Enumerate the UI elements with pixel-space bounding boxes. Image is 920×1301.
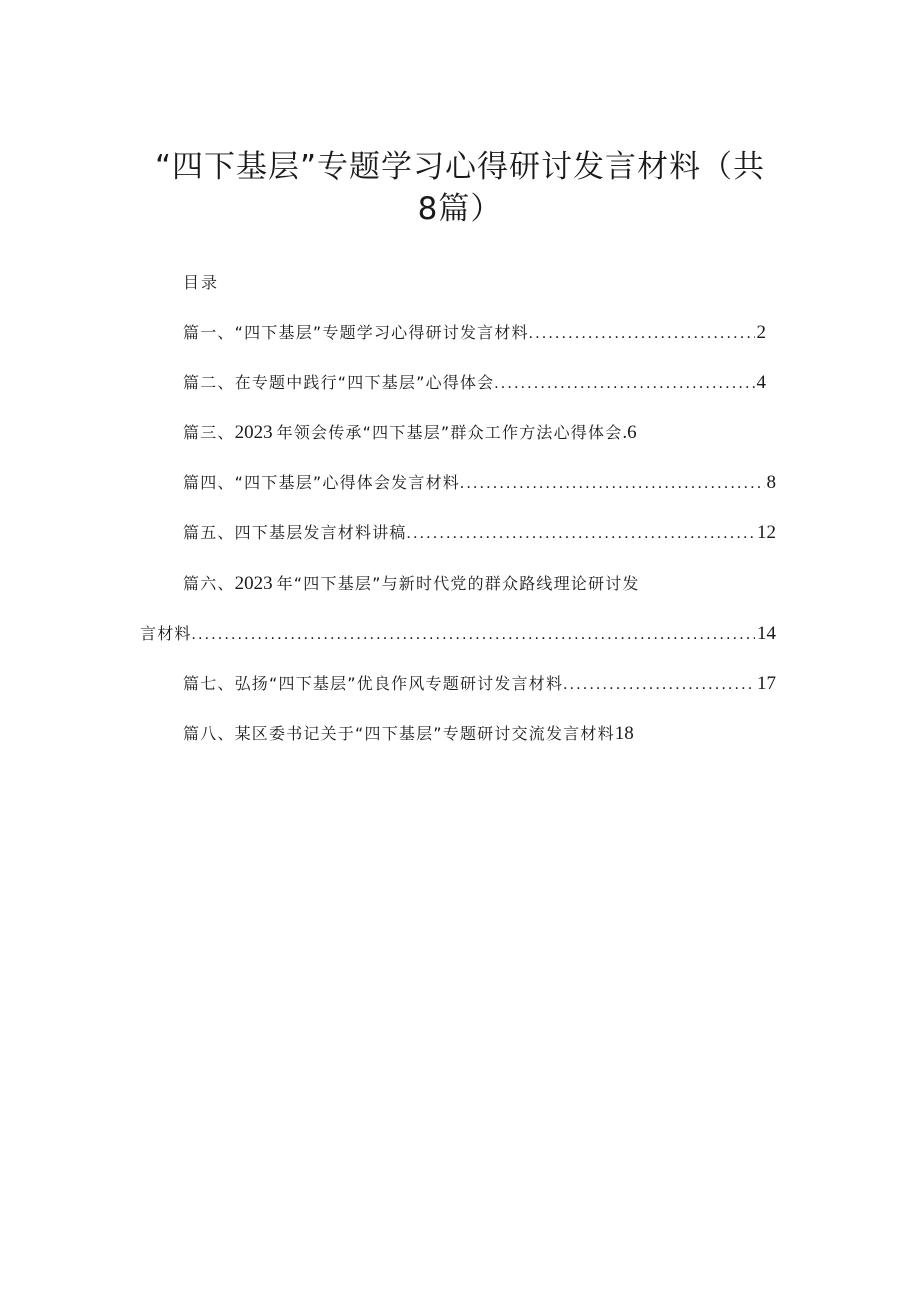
toc-entry-label-prefix: 篇六、 xyxy=(183,574,235,593)
toc-entry-page: 18 xyxy=(614,723,634,744)
toc-entry-year: 2023 xyxy=(234,573,273,594)
toc-leader-dots xyxy=(192,626,755,644)
toc-entry-6-continued[interactable] xyxy=(140,621,776,645)
toc-entry-page: 2 xyxy=(756,322,766,343)
toc-entry-label: 篇二、在专题中践行“四下基层”心得体会 xyxy=(183,373,495,392)
toc-entry-label-rest: 年“四下基层”与新时代党的群众路线理论研讨发 xyxy=(276,574,640,593)
toc-entry-5[interactable] xyxy=(183,520,776,544)
toc-entry-page: 12 xyxy=(757,522,776,543)
toc-entry-label: 篇一、“四下基层”专题学习心得研讨发言材料 xyxy=(183,323,529,342)
toc-entry-7[interactable] xyxy=(183,671,776,695)
toc-leader-dots xyxy=(563,676,755,694)
toc-entry-page: 8 xyxy=(766,472,776,493)
toc-entry-3[interactable] xyxy=(183,420,637,444)
toc-entry-1[interactable] xyxy=(183,320,766,344)
toc-entry-label: 篇八、某区委书记关于“四下基层”专题研讨交流发言材料 xyxy=(183,724,615,743)
toc-leader-dots xyxy=(460,475,765,493)
toc-entry-page: 14 xyxy=(757,623,776,644)
toc-entry-label-cont: 言材料 xyxy=(140,624,192,643)
document-title-line-2: 8篇） xyxy=(417,191,503,227)
toc-entry-label: 篇七、弘扬“四下基层”优良作风专题研讨发言材料 xyxy=(183,674,564,693)
toc-entry-page: 17 xyxy=(757,673,776,694)
document-title-line-1: “四下基层”专题学习心得研讨发言材料（共 xyxy=(154,149,766,185)
toc-entry-6[interactable] xyxy=(183,571,640,595)
toc-entry-8[interactable] xyxy=(183,721,634,745)
toc-entry-label-prefix: 篇三、 xyxy=(183,423,235,442)
toc-entry-4[interactable] xyxy=(183,470,776,494)
toc-leader-dots xyxy=(529,325,755,343)
toc-entry-label-rest: 年领会传承“四下基层”群众工作方法心得体会 xyxy=(276,423,623,442)
toc-leader-dots xyxy=(407,525,755,543)
toc-heading: 目录 xyxy=(183,273,220,292)
toc-entry-label: 篇四、“四下基层”心得体会发言材料 xyxy=(183,473,460,492)
toc-entry-page: 4 xyxy=(756,372,766,393)
toc-entry-label: 篇五、四下基层发言材料讲稿 xyxy=(183,523,407,542)
toc-entry-page: .6 xyxy=(622,422,637,443)
toc-leader-dots xyxy=(494,375,754,393)
toc-entry-year: 2023 xyxy=(234,422,273,443)
toc-entry-2[interactable] xyxy=(183,370,766,394)
